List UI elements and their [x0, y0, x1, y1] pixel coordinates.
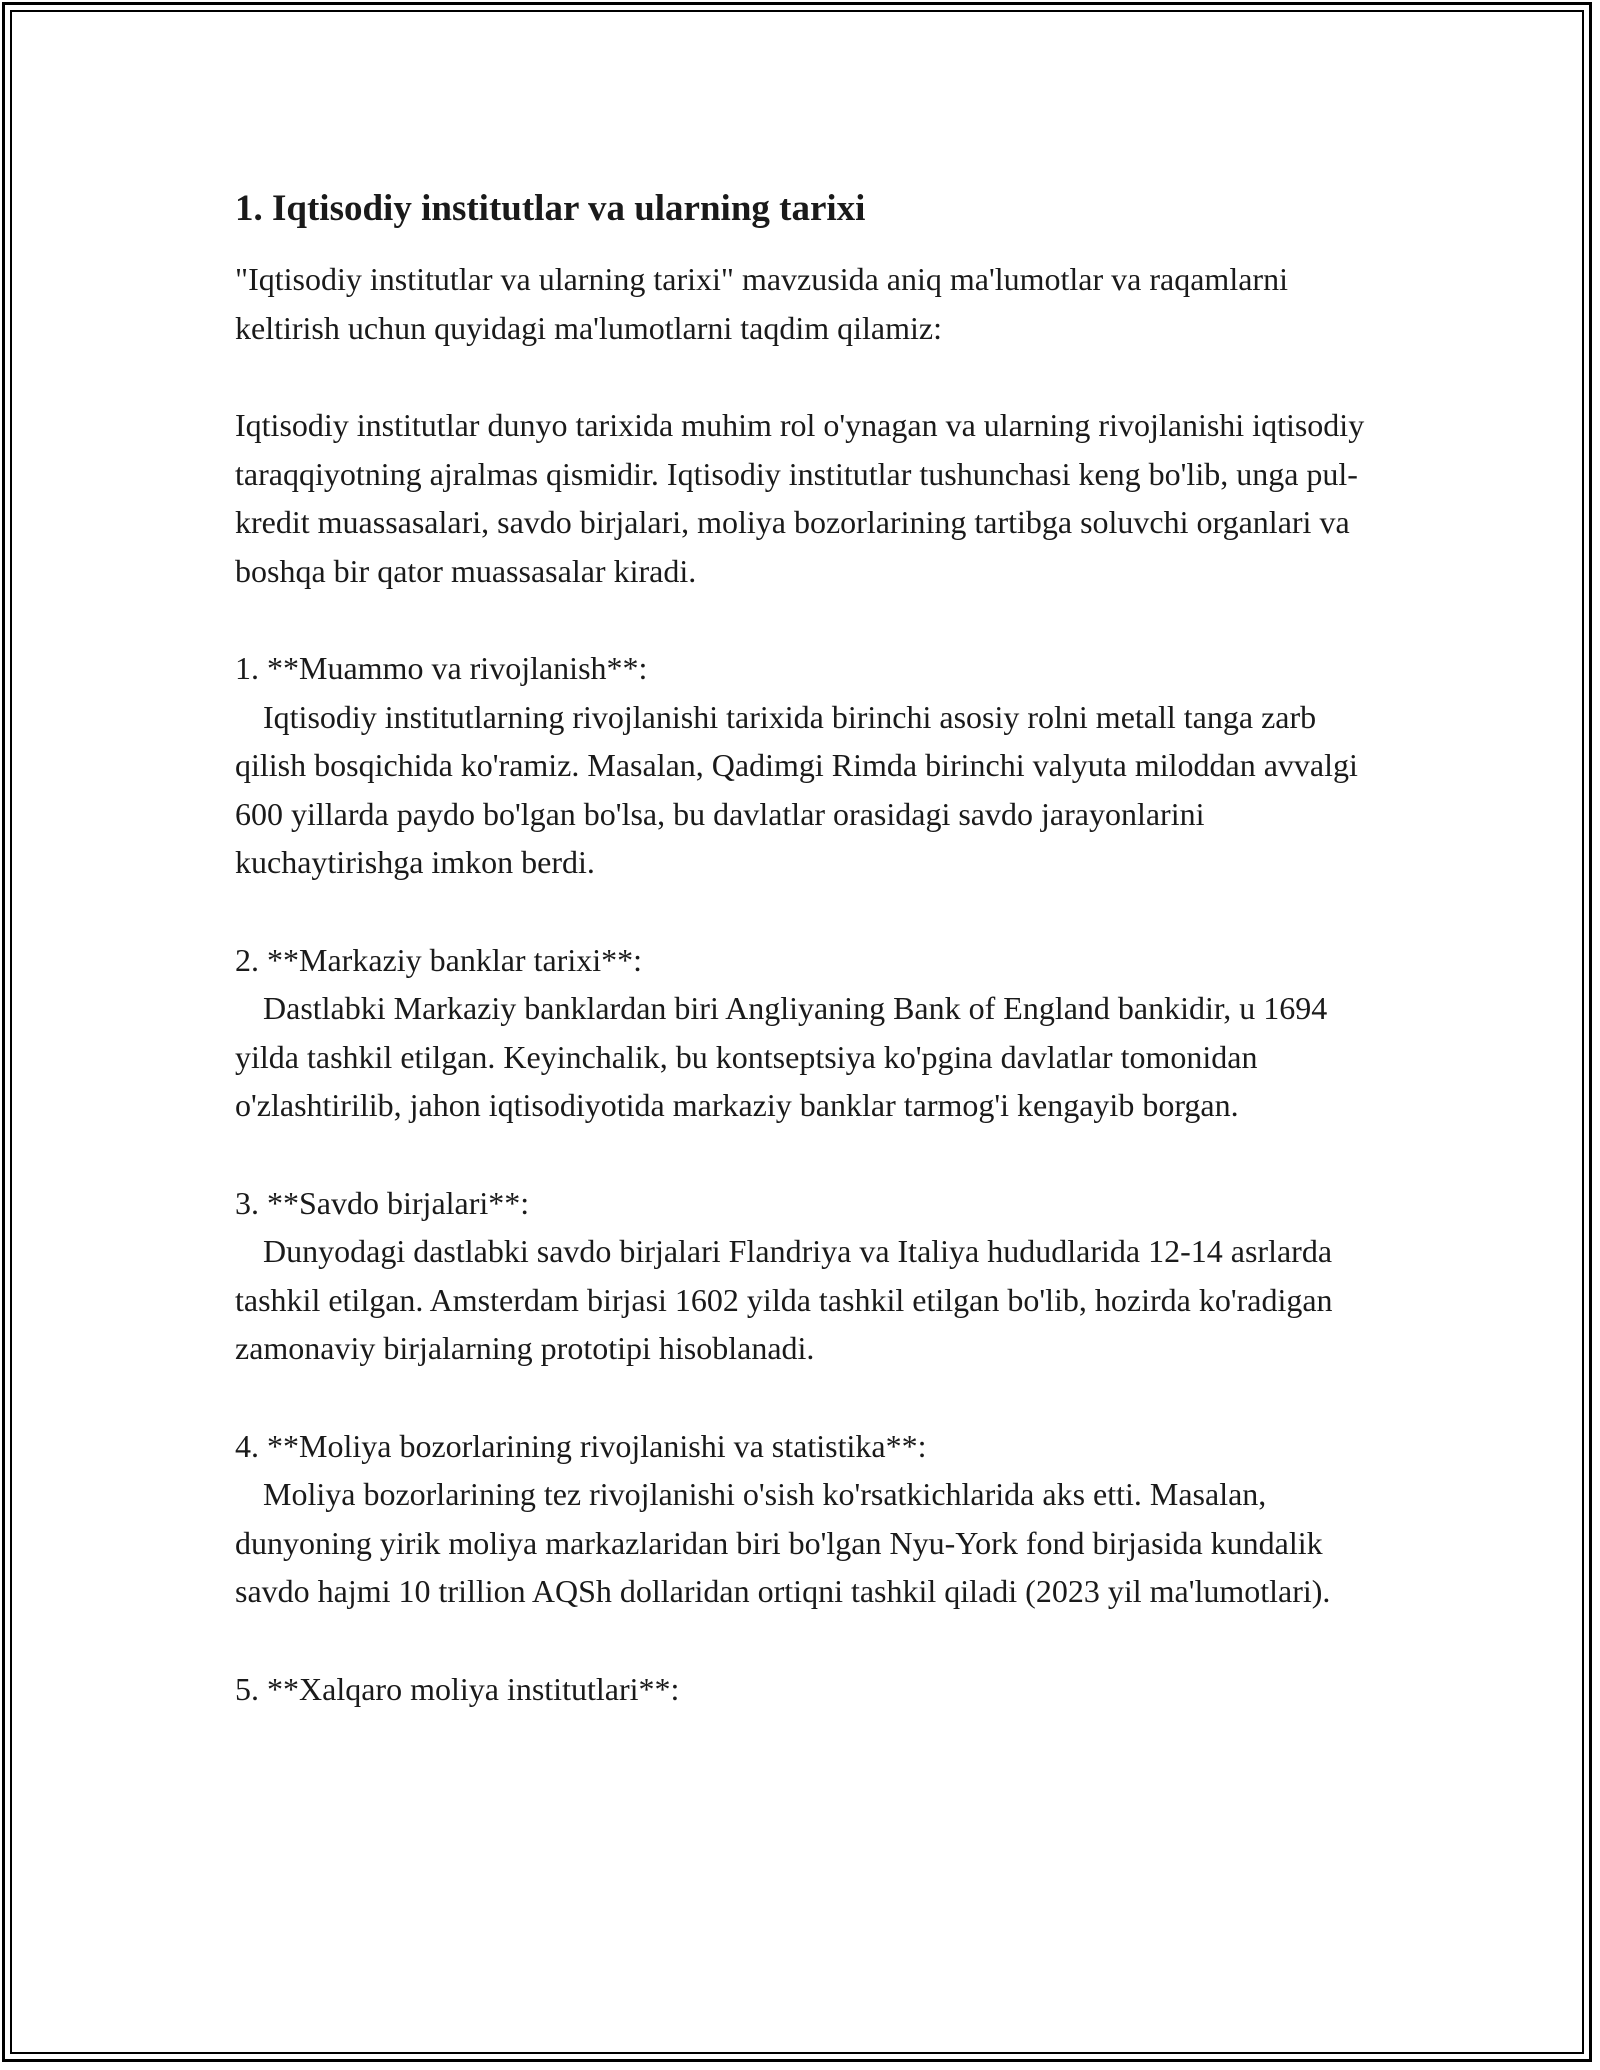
section-2 [235, 936, 1365, 1130]
section-body: Dunyodagi dastlabki savdo birjalari Flandriya va Italiya hududlarida 12-14 asrlarda tashkil etilgan. Amsterdam birjasi 1602 yilda tashkil etilgan bo'lib, hozirda ko'radigan zamonaviy birjalarning prototipi hisoblanadi. [235, 1233, 1333, 1366]
section-body: Moliya bozorlarining tez rivojlanishi o'sish ko'rsatkichlarida aks etti. Masalan, dunyoning yirik moliya markazlaridan biri bo'lgan Nyu-York fond birjasida kundalik savdo hajmi 10 trillion AQSh dollaridan ortiqni tashkil qiladi (2023 yil ma'lumotlari). [235, 1476, 1331, 1609]
section-body: Iqtisodiy institutlarning rivojlanishi tarixida birinchi asosiy rolni metall tanga zarb qilish bosqichida ko'ramiz. Masalan, Qadimgi Rimda birinchi valyuta miloddan avvalgi 600 yillarda paydo bo'lgan bo'lsa, bu davlatlar orasidagi savdo jarayonlarini kuchaytirishga imkon berdi. [235, 698, 1358, 880]
section-heading: 1. **Muammo va rivojlanish**: [235, 650, 648, 686]
section-4 [235, 1422, 1365, 1616]
section-heading: 4. **Moliya bozorlarining rivojlanishi va statistika**: [235, 1427, 927, 1464]
intro-paragraph: "Iqtisodiy institutlar va ularning tarixi" mavzusida aniq ma'lumotlar va raqamlarni keltirish uchun quyidagi ma'lumotlarni taqdim qilamiz: [235, 261, 1296, 346]
section-heading: 3. **Savdo birjalari**: [235, 1184, 530, 1221]
overview-paragraph: Iqtisodiy institutlar dunyo tarixida muhim rol o'ynagan va ularning rivojlanishi iqtisodiy taraqqiyotning ajralmas qismidir. Iqtisodiy institutlar tushunchasi keng bo'lib, unga pul-kredit muassasalari, savdo birjalari, moliya bozorlarining tartibga soluvchi organlari va boshqa bir qator muassasalar kiradi. [235, 407, 1373, 589]
section-heading: 2. **Markaziy banklar tarixi**: [235, 941, 642, 978]
section-heading: 5. **Xalqaro moliya institutlari**: [235, 1670, 680, 1707]
section-body: Dastlabki Markaziy banklardan biri Angliyaning Bank of England bankidir, u 1694 yilda tashkil etilgan. Keyinchalik, bu kontseptsiya ko'pgina davlatlar tomonidan o'zlashtirilib, jahon iqtisodiyotida markaziy banklar tarmog'i kengayib borgan. [235, 990, 1328, 1123]
document-body [235, 185, 1373, 1713]
document-title: 1. Iqtisodiy institutlar va ularning tarixi [235, 188, 866, 229]
section-5 [235, 1665, 1365, 1714]
section-1 [235, 644, 1365, 887]
section-3 [235, 1179, 1365, 1373]
